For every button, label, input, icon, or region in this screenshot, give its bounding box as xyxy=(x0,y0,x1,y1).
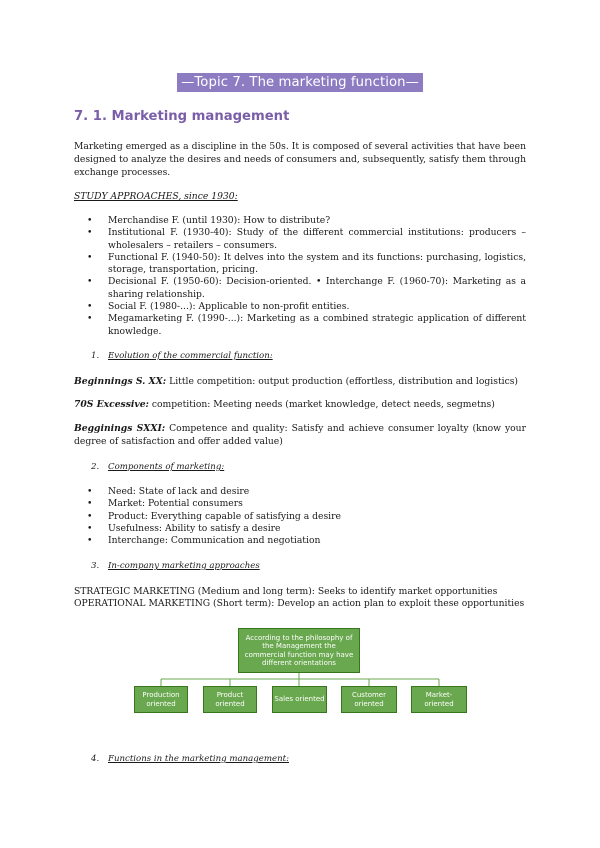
diagram-child-sales: Sales oriented xyxy=(272,686,327,713)
diagram-child-product: Product oriented xyxy=(203,686,257,713)
diagram-child-market: Market-oriented xyxy=(411,686,467,713)
list-item: • Decisional F. (1950-60): Decision-oriented. • Interchange F. (1960-70): Marketing as a sharing relationship. xyxy=(74,276,526,301)
subheading-text: Evolution of the commercial function: xyxy=(108,351,273,361)
evolution-text: Competence and quality: Satisfy and achieve consumer loyalty (know your degree of satisfaction and offer added value) xyxy=(74,423,526,447)
list-item: • Product: Everything capable of satisfying a desire xyxy=(74,511,526,523)
list-item: • Merchandise F. (until 1930): How to distribute? xyxy=(74,215,526,227)
list-item: • Institutional F. (1930-40): Study of the different commercial institutions: producers – wholesalers – retailers – consumers. xyxy=(74,227,526,252)
operational-marketing: OPERATIONAL MARKETING (Short term): Develop an action plan to exploit these opportunities xyxy=(74,598,525,609)
study-approaches-heading: STUDY APPROACHES, since 1930: xyxy=(74,191,238,202)
evolution-text: Little competition: output production (effortless, distribution and logistics) xyxy=(166,376,519,387)
list-item: • Interchange: Communication and negotiation xyxy=(74,535,526,547)
strategic-marketing: STRATEGIC MARKETING (Medium and long term): Seeks to identify market opportunities xyxy=(74,586,498,597)
subheading-functions xyxy=(91,754,289,764)
subheading-text: Components of marketing: xyxy=(108,462,225,472)
diagram-child-production: Production oriented xyxy=(134,686,188,713)
list-item: • Megamarketing F. (1990-...): Marketing as a combined strategic application of different knowledge. xyxy=(74,313,526,338)
section-title: 7. 1. Marketing management xyxy=(74,109,290,124)
diagram-child-customer: Customer oriented xyxy=(341,686,397,713)
list-item: • Usefulness: Ability to satisfy a desire xyxy=(74,523,526,535)
subheading-number: 3. xyxy=(91,561,100,571)
subheading-number: 4. xyxy=(91,754,100,764)
list-item: • Social F. (1980-...): Applicable to non-profit entities. xyxy=(74,301,526,313)
subheading-text: In-company marketing approaches xyxy=(108,561,260,571)
evolution-label: Beginnings S. XX: xyxy=(74,376,167,387)
subheading-text: Functions in the marketing management: xyxy=(108,754,289,764)
list-item: • Market: Potential consumers xyxy=(74,498,526,510)
intro-paragraph: Marketing emerged as a discipline in the 50s. It is composed of several activities that have been designed to analyze the desires and needs of consumers and, subsequently, satisfy them through exchange processes. xyxy=(74,141,526,178)
topic-title: —Topic 7. The marketing function— xyxy=(177,73,423,92)
evolution-label: 70S Excessive: xyxy=(74,399,149,410)
diagram-root-box: According to the philosophy of the Management the commercial function may have different orientations xyxy=(238,628,360,673)
subheading-number: 1. xyxy=(91,351,100,361)
evolution-label: Begginings SXXI: xyxy=(74,423,166,434)
evolution-text: competition: Meeting needs (market knowledge, detect needs, segmetns) xyxy=(148,399,495,410)
list-item: • Need: State of lack and desire xyxy=(74,486,526,498)
list-item: • Functional F. (1940-50): It delves into the system and its functions: purchasing, logistics, storage, transportation, pricing. xyxy=(74,252,526,277)
subheading-number: 2. xyxy=(91,462,100,472)
